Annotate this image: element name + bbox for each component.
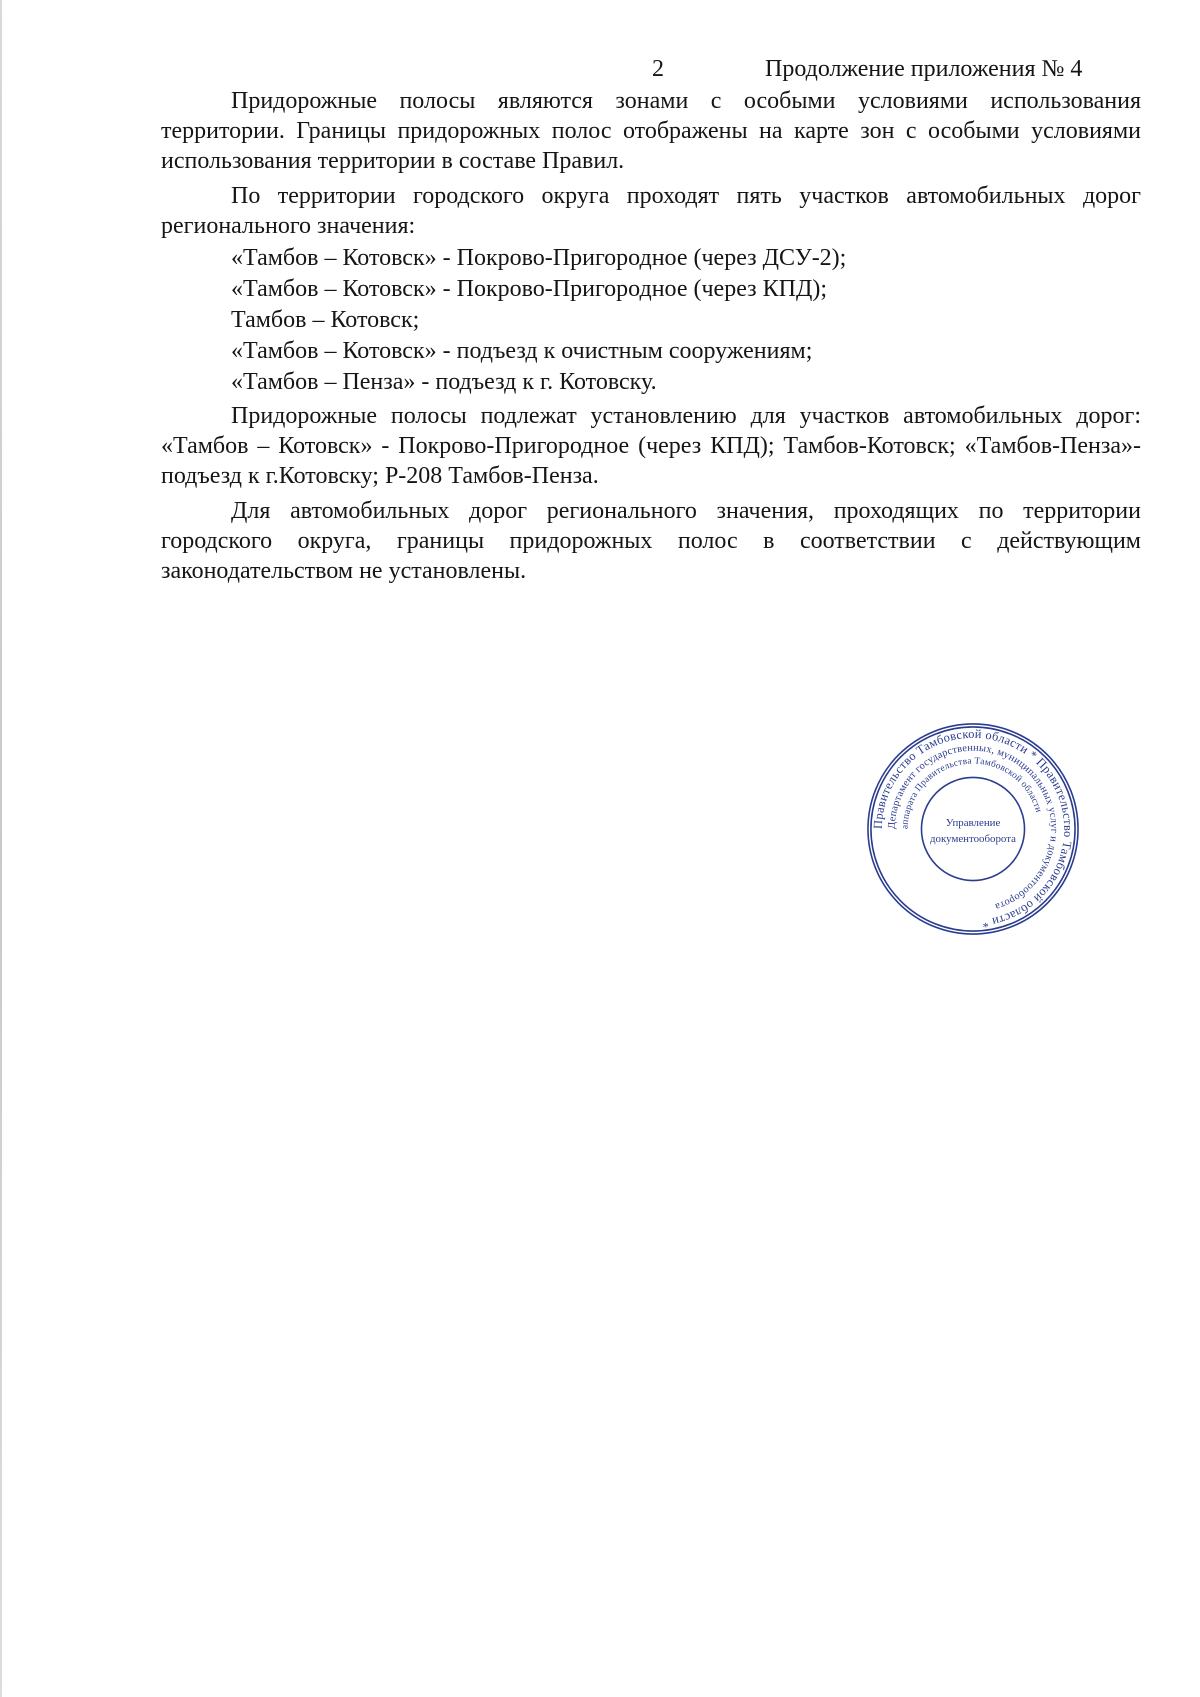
- seal-middle-text: Департамент государственных, муниципальных услуг и документооборота: [886, 742, 1060, 912]
- road-section-item: «Тамбов – Пенза» - подъезд к г. Котовску.: [231, 369, 657, 395]
- appendix-continuation-header: Продолжение приложения № 4: [765, 56, 1083, 82]
- official-seal: [864, 720, 1082, 938]
- paragraph-road-sections-intro: По территории городского округа проходят пять участков автомобильных дорог регионального значения:: [161, 183, 1141, 239]
- road-sections-list: [161, 243, 1141, 398]
- scan-edge: [0, 0, 2, 1697]
- road-section-item: «Тамбов – Котовск» - Покрово-Пригородное (через ДСУ-2);: [231, 245, 847, 271]
- document-body: [161, 86, 1141, 586]
- seal-center-text-line-2: документооборота: [930, 832, 1016, 845]
- page-number: 2: [652, 56, 664, 82]
- paragraph-boundaries-not-established: Для автомобильных дорог регионального значения, проходящих по территории городского округа, границы придорожных полос в соответствии с действующим законодательством не установлены.: [161, 498, 1141, 584]
- road-section-item: «Тамбов – Котовск» - подъезд к очистным сооружениям;: [231, 338, 813, 364]
- paragraph-roadside-zones: Придорожные полосы являются зонами с особыми условиями использования территории. Границы придорожных полос отображены на карте зон с особыми условиями использования территории в составе Правил.: [161, 88, 1141, 174]
- road-section-item: «Тамбов – Котовск» - Покрово-Пригородное (через КПД);: [231, 276, 828, 302]
- road-section-item: Тамбов – Котовск;: [231, 307, 420, 333]
- seal-graphic: [864, 720, 1082, 938]
- seal-center-text-line-1: Управление: [945, 817, 1001, 830]
- seal-inner-text: аппарата Правительства Тамбовской области: [900, 756, 1044, 830]
- paragraph-roadside-establishment: Придорожные полосы подлежат установлению для участков автомобильных дорог: «Тамбов – Котовск» - Покрово-Пригородное (через КПД); Тамбов-Котовск; «Тамбов-Пенза»-подъезд к г.Котовску; Р-208 Тамбов-Пенза.: [161, 403, 1141, 489]
- seal-outer-text: Правительство Тамбовской области * Правительство Тамбовской области *: [870, 726, 1076, 931]
